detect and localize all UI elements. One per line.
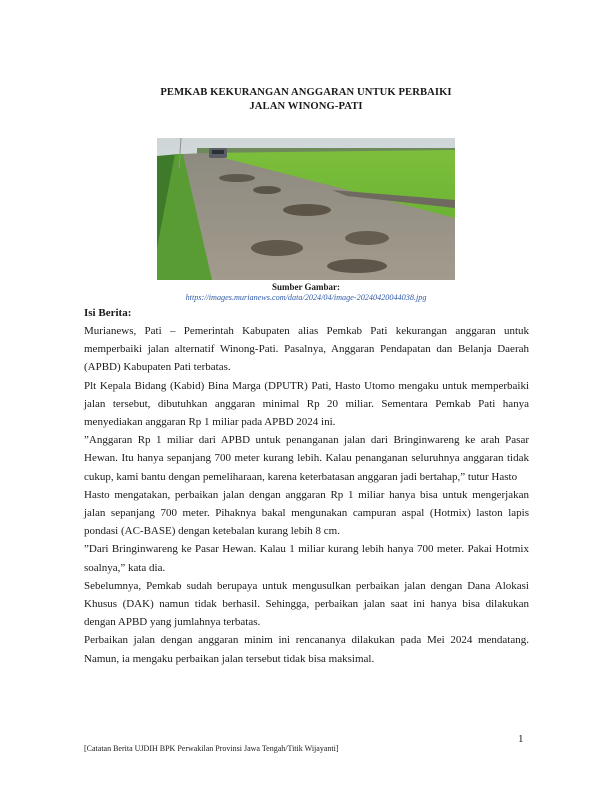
title-line-2: JALAN WINONG-PATI <box>249 101 363 112</box>
image-source-link[interactable]: https://images.murianews.com/data/2024/04/image-20240420044038.jpg <box>185 293 427 302</box>
news-photo-damaged-road <box>157 138 455 280</box>
article-body <box>84 322 529 668</box>
footer-note: [Catatan Berita UJDIH BPK Perwakilan Provinsi Jawa Tengah/Titik Wijayanti] <box>84 744 339 753</box>
article-paragraph: Perbaikan jalan dengan anggaran minim ini rencananya dilakukan pada Mei 2024 mendatang. Namun, ia mengaku perbaikan jalan tersebut tidak bisa maksimal. <box>84 634 529 665</box>
road-photo-illustration <box>157 138 455 280</box>
section-heading: Isi Berita: <box>84 307 132 319</box>
document-title <box>80 86 532 114</box>
article-paragraph: ”Dari Bringinwareng ke Pasar Hewan. Kalau 1 miliar kurang lebih hanya 700 meter. Pakai Hotmix soalnya,” kata dia. <box>84 543 529 574</box>
article-paragraph: Hasto mengatakan, perbaikan jalan dengan anggaran Rp 1 miliar hanya bisa untuk mengerjakan jalan sepanjang 700 meter. Pihaknya bakal mengunakan campuran aspal (Hotmix) laston lapis pondasi (AC-BASE) dengan ketebalan kurang lebih 8 cm. <box>84 488 529 538</box>
article-paragraph: Murianews, Pati – Pemerintah Kabupaten alias Pemkab Pati kekurangan anggaran untuk memperbaiki jalan alternatif Winong-Pati. Pasalnya, Anggaran Pendapatan dan Belanja Daerah (APBD) Kabupaten Pati terbatas. <box>84 325 529 374</box>
page-number: 1 <box>518 733 524 745</box>
article-paragraph: Plt Kepala Bidang (Kabid) Bina Marga (DPUTR) Pati, Hasto Utomo mengaku untuk memperbaiki jalan tersebut, dibutuhkan anggaran minimal Rp 20 miliar. Sementara Pemkab Pati hanya menyediakan anggaran Rp 1 miliar pada APBD 2024 ini. <box>84 379 529 429</box>
article-paragraph: ”Anggaran Rp 1 miliar dari APBD untuk penanganan jalan dari Bringinwareng ke arah Pasar Hewan. Itu hanya sepanjang 700 meter kurang lebih. Kalau penanganan seluruhnya anggaran tidak cukup, kami bantu dengan pemeliharaan, karena keterbatasan anggaran jadi bertahap,” tutur Hasto <box>84 434 529 483</box>
image-caption-label: Sumber Gambar: <box>271 282 341 292</box>
article-paragraph: Sebelumnya, Pemkab sudah berupaya untuk mengusulkan perbaikan jalan dengan Dana Alokasi Khusus (DAK) namun tidak berhasil. Sehingga, perbaikan jalan saat ini hanya bisa dilakukan dengan APBD yang jumlahnya terbatas. <box>84 579 529 629</box>
title-line-1: PEMKAB KEKURANGAN ANGGARAN UNTUK PERBAIKI <box>160 87 452 98</box>
